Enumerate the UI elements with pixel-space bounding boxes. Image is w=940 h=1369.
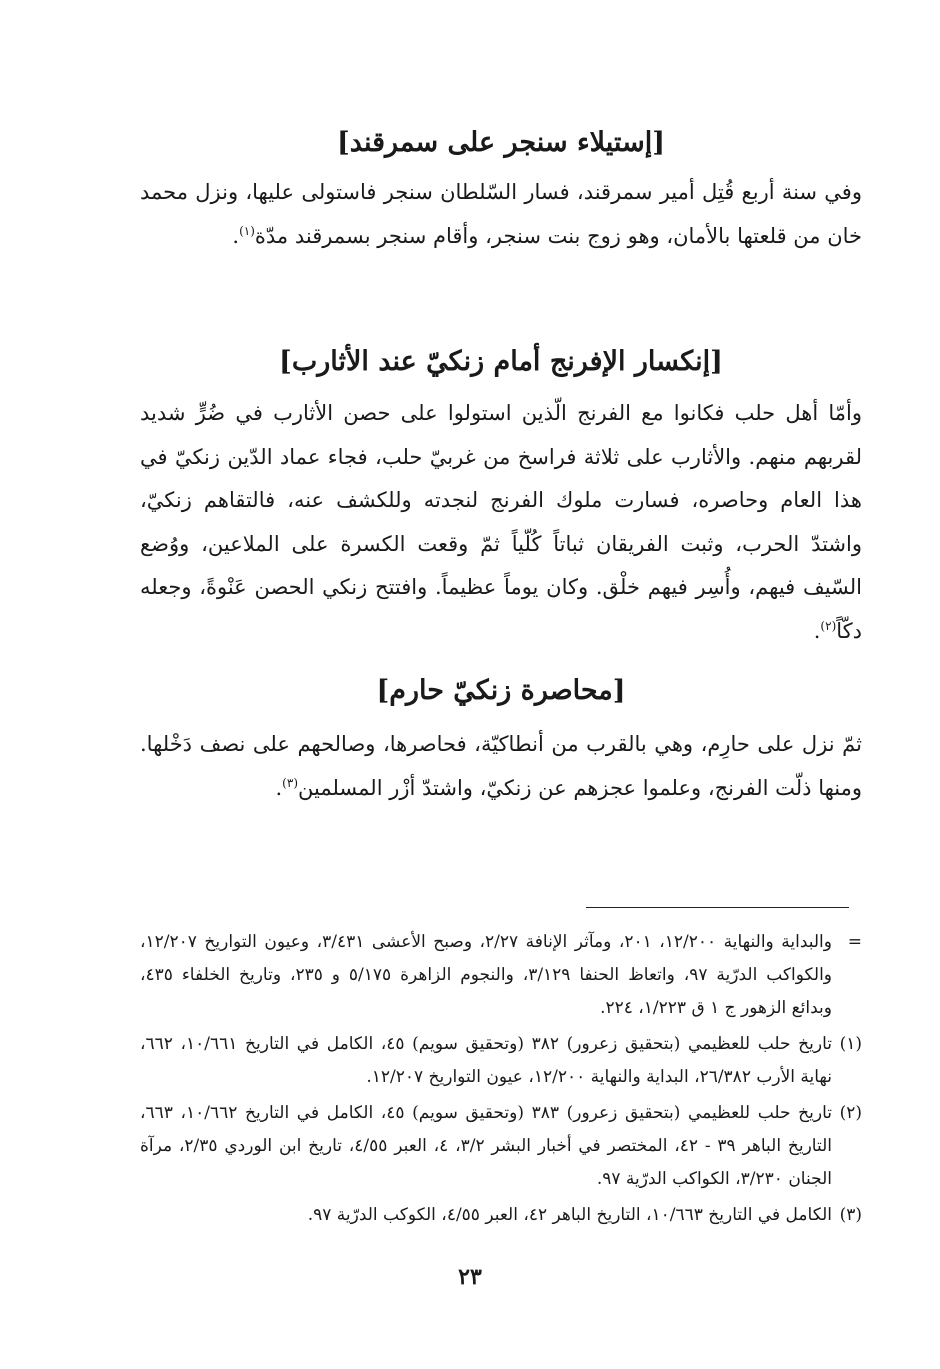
footnote-marker: (٢) xyxy=(839,1103,862,1123)
paragraph-end: . xyxy=(232,223,240,248)
footnote-reference: (٢) xyxy=(820,618,837,633)
footnote-marker: (٣) xyxy=(839,1205,862,1225)
footnote-text: تاريخ حلب للعظيمي (بتحقيق زعرور) ٣٨٢ (وتحقيق سويم) ٤٥، الكامل في التاريخ ١٠/٦٦١، ٦٦٢، نهاية الأرب ٢٦/٣٨٢، البداية والنهاية ١٢/٢٠٠، عيون التواريخ ١٢/٢٠٧. xyxy=(140,1034,832,1087)
section-atharib xyxy=(140,342,862,653)
footnote-text: الكامل في التاريخ ١٠/٦٦٣، التاريخ الباهر ٤٢، العبر ٤/٥٥، الكوكب الدرّية ٩٧. xyxy=(307,1205,832,1225)
section-paragraph xyxy=(140,392,862,653)
paragraph-text: ثمّ نزل على حارِم، وهي بالقرب من أنطاكيّة، فحاصرها، وصالحهم على نصف دَخْلها. ومنها ذلّت الفرنج، وعلموا عجزهم عن زنكيّ، واشتدّ أزْر المسلمين xyxy=(140,732,862,800)
footnote-2 xyxy=(140,1097,862,1196)
section-heading: [إنكسار الإفرنج أمام زنكيّ عند الأثارب] xyxy=(279,346,723,377)
footnote-1 xyxy=(140,1028,862,1094)
footnote-reference: (٣) xyxy=(282,775,298,790)
footnote-continuation xyxy=(140,926,862,1025)
paragraph-end: . xyxy=(275,775,283,800)
section-paragraph xyxy=(140,723,862,810)
section-samarkand xyxy=(140,123,862,258)
footnotes xyxy=(140,926,862,1235)
section-paragraph xyxy=(140,171,862,258)
footnote-marker: (١) xyxy=(839,1034,862,1054)
footnote-text: تاريخ حلب للعظيمي (بتحقيق زعرور) ٣٨٣ (وتحقيق سويم) ٤٥، الكامل في التاريخ ١٠/٦٦٢، ٦٦٣، التاريخ الباهر ٣٩ - ٤٢، المختصر في أخبار البشر ٣/٢، ٤، العبر ٤/٥٥، تاريخ ابن الوردي ٢/٣٥، مرآة الجنان ٣/٢٣٠، الكواكب الدرّية ٩٧. xyxy=(140,1103,832,1189)
footnote-separator xyxy=(586,907,849,908)
paragraph-text: وفي سنة أربع قُتِل أمير سمرقند، فسار السّلطان سنجر فاستولى عليها، ونزل محمد خان من قلعتها بالأمان، وهو زوج بنت سنجر، وأقام سنجر بسمرقند مدّة xyxy=(140,180,862,248)
page-number: ٢٣ xyxy=(458,1264,482,1290)
footnote-text: والبداية والنهاية ١٢/٢٠٠، ٢٠١، ومآثر الإنافة ٢/٢٧، وصبح الأعشى ٣/٤٣١، وعيون التواريخ ١٢/٢٠٧، والكواكب الدرّية ٩٧، واتعاظ الحنفا ٣/١٢٩، والنجوم الزاهرة ٥/١٧٥ و ٢٣٥، وتاريخ الخلفاء ٤٣٥، وبدائع الزهور ج ١ ق ١/٢٢٣، ٢٢٤. xyxy=(140,932,832,1018)
section-heading: [محاصرة زنكيّ حارم] xyxy=(376,675,626,706)
section-heading: [إستيلاء سنجر على سمرقند] xyxy=(337,127,665,158)
footnote-3 xyxy=(140,1199,862,1232)
footnote-marker: = xyxy=(847,932,862,952)
paragraph-end: . xyxy=(813,618,821,643)
footnote-reference: (١) xyxy=(239,223,255,238)
section-harim xyxy=(140,671,862,810)
paragraph-text: وأمّا أهل حلب فكانوا مع الفرنج الّذين استولوا على حصن الأثارب في ضُرٍّ شديد لقربهم منهم. والأثارب على ثلاثة فراسخ من غربيّ حلب، فجاء عماد الدّين زنكيّ في هذا العام وحاصره، فسارت ملوك الفرنج لنجدته وللكشف عنه، فالتقاهم زنكيّ، واشتدّ الحرب، وثبت الفريقان ثباتاً كُلّياً ثمّ وقعت الكسرة على الملاعين، ووُضع السّيف فيهم، وأُسِر فيهم خلْق. وكان يوماً عظيماً. وافتتح زنكي الحصن عَنْوةً، وجعله دكّاً xyxy=(140,401,862,643)
